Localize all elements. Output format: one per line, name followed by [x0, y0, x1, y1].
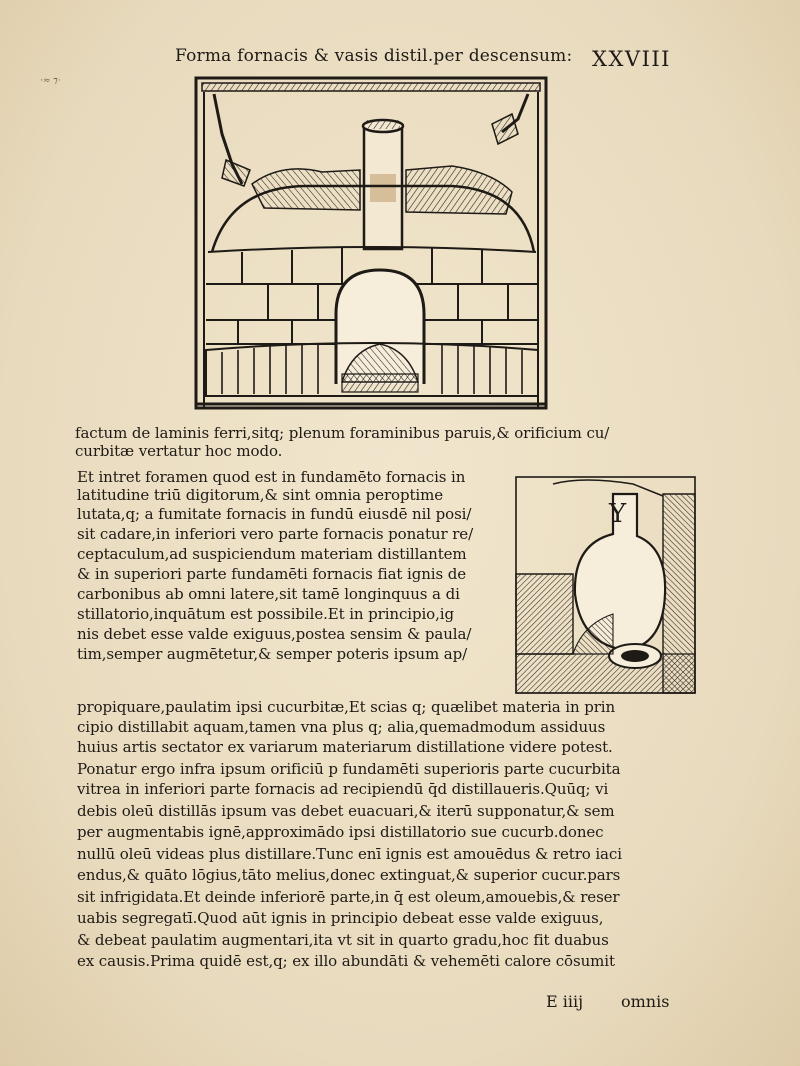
text-line: uabis segregatī.Quod aūt ignis in principio debeat esse valde exiguus,: [77, 909, 604, 927]
text-line: ex causis.Prima quidē est,q; ex illo abundāti & vehemēti calore cōsumit: [77, 952, 615, 970]
vessel-woodcut: [513, 474, 698, 696]
text-line: tim,semper augmētetur,& semper poteris ipsum ap/: [77, 645, 468, 663]
text-line: debis oleū distillās ipsum vas debet euacuari,& iterū supponatur,& sem: [77, 802, 615, 820]
text-line: cipio distillabit aquam,tamen vna plus q; alia,quemadmodum assiduus: [77, 718, 606, 736]
text-line: vitrea in inferiori parte fornacis ad recipiendū q̄d distillaueris.Quūq; vi: [77, 780, 609, 798]
text-line: propiquare,paulatim ipsi cucurbitæ,Et scias q; quælibet materia in prin: [77, 698, 616, 716]
folio-number: XXVIII: [592, 47, 671, 71]
running-title: Forma fornacis & vasis distil.per descensum:: [175, 46, 573, 66]
text-line: Et intret foramen quod est in fundamēto fornacis in: [77, 468, 466, 486]
text-line: nis debet esse valde exiguus,postea sensim & paula/: [77, 625, 472, 643]
text-line: curbitæ vertatur hoc modo.: [75, 442, 283, 460]
text-line: & debeat paulatim augmentari,ita vt sit in quarto gradu,hoc fit duabus: [77, 931, 609, 949]
furnace-woodcut: [192, 74, 550, 410]
text-line: nullū oleū videas plus distillare.Tunc enī ignis est amouēdus & retro iaci: [77, 845, 622, 863]
text-line: per augmentabis ignē,approximādo ipsi distillatorio sue cucurb.donec: [77, 823, 604, 841]
text-line: lutata,q; a fumitate fornacis in fundū eiusdē nil posi/: [77, 505, 472, 523]
margin-annotation: ·≈ ⁊·: [40, 76, 61, 86]
catchword: omnis: [621, 992, 670, 1011]
text-line: sit infrigidata.Et deinde inferiorē parte,in q̄ est oleum,amouebis,& reser: [77, 888, 620, 906]
text-line: stillatorio,inquātum est possibile.Et in principio,ig: [77, 605, 454, 623]
text-line: Ponatur ergo infra ipsum orificiū p fundamēti superioris parte cucurbita: [77, 760, 621, 778]
text-line: carbonibus ab omni latere,sit tamē longinquus a di: [77, 585, 460, 603]
text-line: endus,& quāto lōgius,tāto melius,donec extinguat,& superior cucur.pars: [77, 866, 621, 884]
text-line: factum de laminis ferri,sitq; plenum foraminibus paruis,& orificium cu/: [75, 424, 610, 442]
text-line: huius artis sectator ex variarum materiarum distillatione videre potest.: [77, 738, 613, 756]
text-line: latitudine triū digitorum,& sint omnia peroptime: [77, 486, 443, 504]
text-line: & in superiori parte fundamēti fornacis fiat ignis de: [77, 565, 467, 583]
text-line: sit cadare,in inferiori vero parte fornacis ponatur re/: [77, 525, 474, 543]
signature-mark: E iiij: [546, 992, 584, 1011]
vessel-letter: Y: [609, 499, 627, 529]
text-line: ceptaculum,ad suspiciendum materiam distillantem: [77, 545, 467, 563]
